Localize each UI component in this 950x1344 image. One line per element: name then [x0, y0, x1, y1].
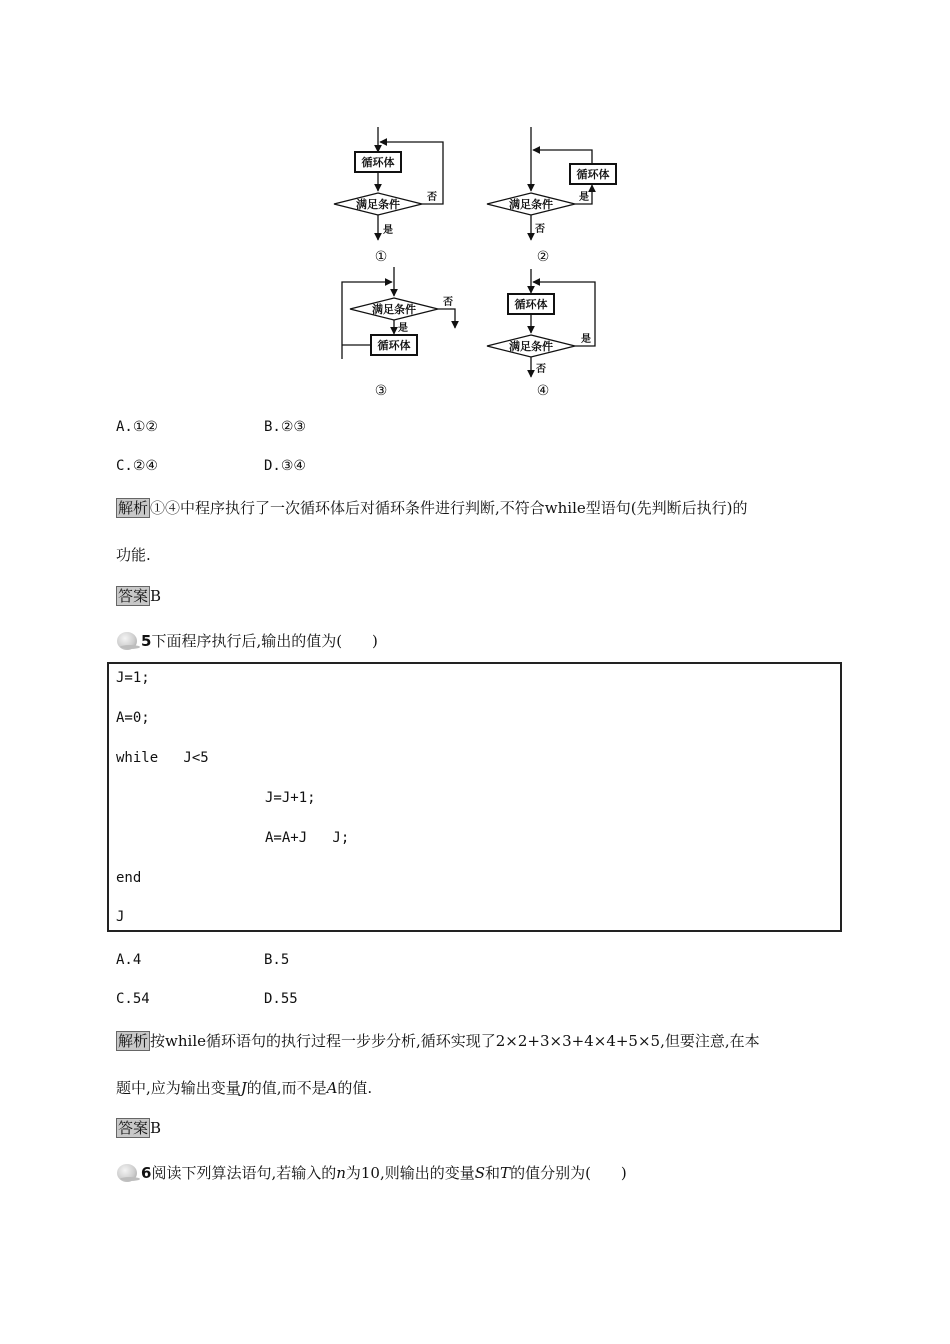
code-line-5: A=A+J J; — [265, 830, 350, 846]
analysis-text: 题中,应为输出变量 — [116, 1079, 241, 1097]
q5-stem — [117, 630, 378, 651]
variable-a: A — [326, 1079, 338, 1097]
no-label-1: 否 — [427, 192, 437, 203]
q4-option-a: A.①② — [116, 419, 158, 435]
analysis-text: 的值,而不是 — [246, 1079, 327, 1097]
loop-body-label-4: 循环体 — [514, 298, 548, 311]
analysis-text: 按while循环语句的执行过程一步步分析,循环实现了2×2+3×3+4×4+5×5,但要注意,在本 — [150, 1032, 760, 1050]
code-line-2: A=0; — [116, 710, 150, 726]
question-text: 和 — [485, 1164, 501, 1182]
figure-label-1: ① — [374, 249, 388, 265]
answer-tag: 答案 — [118, 587, 149, 605]
analysis-tag: 解析 — [118, 1032, 149, 1050]
code-line-1: J=1; — [116, 670, 150, 686]
variable-s: S — [474, 1164, 486, 1182]
no-label-2: 否 — [535, 224, 545, 235]
q4-answer — [116, 585, 161, 606]
q4-option-b: B.②③ — [264, 419, 306, 435]
code-line-7: J — [116, 909, 125, 925]
question-marker-icon — [117, 1164, 139, 1180]
answer-value: B — [150, 587, 162, 605]
code-line-6: end — [116, 870, 142, 886]
q4-option-d: D.③④ — [264, 458, 306, 474]
yes-label-3: 是 — [398, 323, 408, 334]
code-line-4: J=J+1; — [265, 790, 316, 806]
q5-analysis-line2 — [116, 1077, 372, 1098]
answer-value: B — [150, 1119, 162, 1137]
question-text: 为10,则输出的变量 — [345, 1164, 475, 1182]
figure-label-3: ③ — [374, 383, 388, 399]
q5-answer — [116, 1117, 161, 1138]
condition-label-4: 满足条件 — [509, 340, 553, 353]
yes-label-1: 是 — [383, 225, 393, 236]
q5-option-b: B.5 — [264, 952, 290, 968]
condition-label-3: 满足条件 — [372, 303, 416, 316]
flowchart-4 — [487, 269, 595, 377]
q5-analysis — [116, 1030, 760, 1051]
code-line-3: while J<5 — [116, 750, 209, 766]
code-box — [107, 662, 842, 932]
q4-option-c: C.②④ — [116, 458, 158, 474]
variable-n: n — [336, 1164, 346, 1182]
yes-label-4: 是 — [581, 334, 591, 345]
variable-t: T — [500, 1164, 511, 1182]
question-marker-icon — [117, 632, 139, 648]
question-number: 5 — [141, 632, 152, 650]
q4-analysis — [116, 497, 747, 518]
answer-tag: 答案 — [118, 1119, 149, 1137]
figure-label-4: ④ — [536, 383, 550, 399]
loop-body-label-1: 循环体 — [361, 156, 395, 169]
question-text: 下面程序执行后,输出的值为( ) — [151, 632, 378, 650]
loop-body-label-2: 循环体 — [576, 168, 610, 181]
no-label-4: 否 — [536, 364, 546, 375]
q5-option-d: D.55 — [264, 991, 298, 1007]
analysis-tag: 解析 — [118, 499, 149, 517]
yes-label-2: 是 — [579, 192, 589, 203]
question-text: 阅读下列算法语句,若输入的 — [151, 1164, 337, 1182]
no-label-3: 否 — [443, 297, 453, 308]
flowchart-figure — [320, 120, 620, 405]
figure-label-2: ② — [536, 249, 550, 265]
condition-label-2: 满足条件 — [509, 198, 553, 211]
flowchart-1 — [334, 127, 443, 240]
question-text: 的值分别为( ) — [510, 1164, 627, 1182]
analysis-text: ①④中程序执行了一次循环体后对循环条件进行判断,不符合while型语句(先判断后执行)的 — [150, 499, 748, 517]
q6-stem — [117, 1162, 627, 1183]
flowchart-2 — [487, 127, 616, 240]
q5-option-c: C.54 — [116, 991, 150, 1007]
loop-body-label-3: 循环体 — [377, 339, 411, 352]
condition-label-1: 满足条件 — [356, 198, 400, 211]
analysis-text: 的值. — [337, 1079, 373, 1097]
question-number: 6 — [141, 1164, 152, 1182]
q4-analysis-line2: 功能. — [116, 546, 151, 564]
variable-j: J — [240, 1079, 247, 1097]
q5-option-a: A.4 — [116, 952, 142, 968]
